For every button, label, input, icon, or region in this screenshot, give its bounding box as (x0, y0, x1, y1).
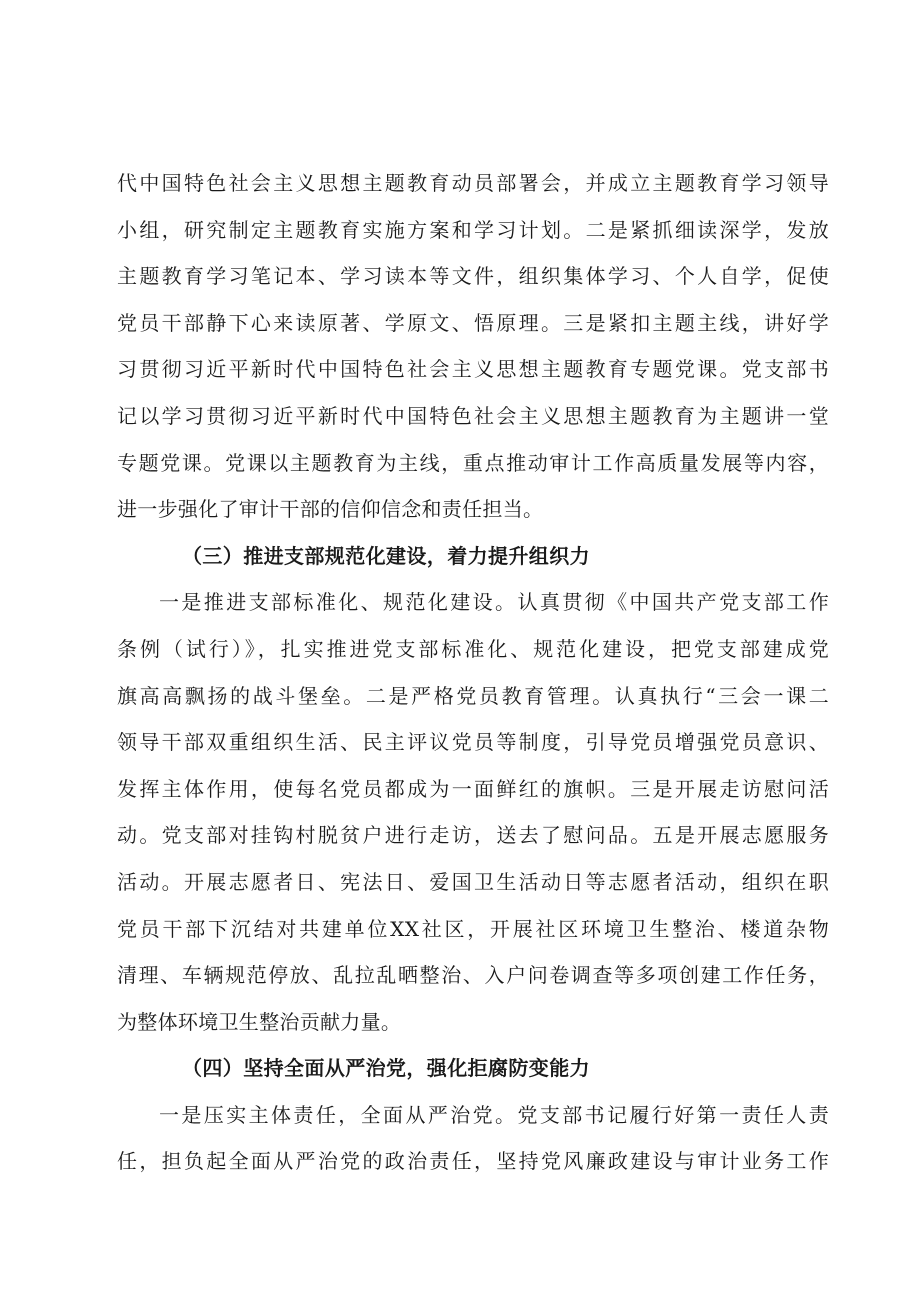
section-heading: （四）坚持全面从严治党，强化拒腐防变能力 (182, 1056, 590, 1081)
text-line: 专题党课。党课以主题教育为主线，重点推动审计工作高质量发展等内容， (117, 450, 829, 475)
paragraph (117, 1092, 829, 1185)
section-heading: （三）推进支部规范化建设，着力提升组织力 (182, 543, 590, 568)
text-line: 主题教育学习笔记本、学习读本等文件，组织集体学习、个人自学，促使 (117, 264, 829, 289)
text-line: 代中国特色社会主义思想主题教育动员部署会，并成立主题教育学习领导 (117, 171, 829, 195)
text-line: 发挥主体作用，使每名党员都成为一面鲜红的旗帜。三是开展走访慰问活 (117, 776, 829, 801)
document-body (117, 160, 829, 1185)
text-line: 任，担负起全面从严治党的政治责任，坚持党风廉政建设与审计业务工作 (117, 1149, 829, 1174)
text-line: 小组，研究制定主题教育实施方案和学习计划。二是紧抓细读深学，发放 (117, 217, 829, 242)
text-line: 记以学习贯彻习近平新时代中国特色社会主义思想主题教育为主题讲一堂 (117, 403, 829, 428)
text-line: 旗高高飘扬的战斗堡垒。二是严格党员教育管理。认真执行“三会一课二 (117, 683, 829, 708)
text-line: 动。党支部对挂钩村脱贫户进行走访，送去了慰问品。五是开展志愿服务 (117, 823, 829, 848)
text-line: 党员干部静下心来读原著、学原文、悟原理。三是紧扣主题主线，讲好学 (117, 310, 829, 335)
text-line: 清理、车辆规范停放、乱拉乱晒整治、入户问卷调查等多项创建工作任务， (117, 963, 829, 988)
text-line: 为整体环境卫生整治贡献力量。 (117, 1009, 402, 1034)
text-line: 党员干部下沉结对共建单位XX社区，开展社区环境卫生整治、楼道杂物 (117, 916, 829, 941)
text-line: 习贯彻习近平新时代中国特色社会主义思想主题教育专题党课。党支部书 (117, 357, 829, 382)
text-line: 条例（试行）》，扎实推进党支部标准化、规范化建设，把党支部建成党 (117, 636, 829, 661)
text-line: 进一步强化了审计干部的信仰信念和责任担当。 (117, 497, 544, 522)
text-line: 活动。开展志愿者日、宪法日、爱国卫生活动日等志愿者活动，组织在职 (117, 869, 829, 894)
text-line: 一是推进支部标准化、规范化建设。认真贯彻《中国共产党支部工作 (159, 590, 829, 615)
paragraph (117, 579, 829, 1045)
text-line: 一是压实主体责任，全面从严治党。党支部书记履行好第一责任人责 (159, 1102, 829, 1127)
paragraph (117, 160, 829, 533)
text-line: 领导干部双重组织生活、民主评议党员等制度，引导党员增强党员意识、 (117, 730, 829, 755)
